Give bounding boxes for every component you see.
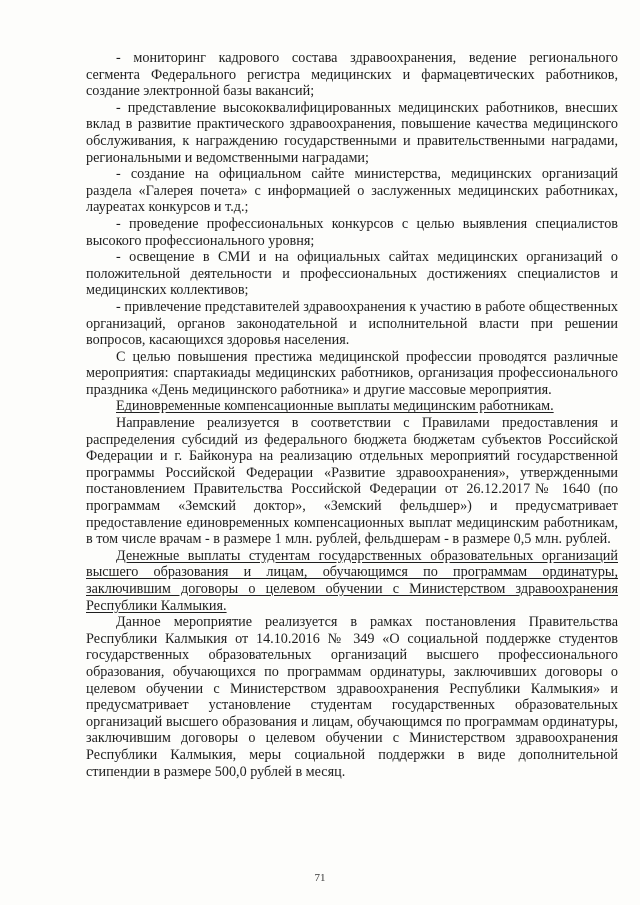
paragraph-prestige: С целью повышения престижа медицинской профессии проводятся различные мероприятия: спартакиады медицинских работников, организация профессионального праздника «День медицинского работника» и другие массовые мероприятия. [86,348,618,398]
paragraph-monitoring: - мониторинг кадрового состава здравоохранения, ведение регионального сегмента Федерального регистра медицинских и фармацевтических работников, создание электронной базы вакансий; [86,50,618,100]
document-body [86,50,618,780]
paragraph-media: - освещение в СМИ и на официальных сайтах медицинских организаций о положительной деятельности и профессиональных достижениях специалистов и медицинских коллективов; [86,249,618,299]
section-heading-compensation: Единовременные компенсационные выплаты медицинским работникам. [116,398,554,415]
paragraph-awards: - представление высококвалифицированных медицинских работников, внесших вклад в развитие практического здравоохранения, повышение качества медицинского обслуживания, к награждению государственными и правительственными наградами, региональными и ведомственными наградами; [86,99,618,166]
paragraph-contests: - проведение профессиональных конкурсов с целью выявления специалистов высокого профессионального уровня; [86,215,618,249]
paragraph-gallery: - создание на официальном сайте министерства, медицинских организаций раздела «Галерея почета» с информацией о заслуженных медицинских работниках, лауреатах конкурсов и т.д.; [86,166,618,216]
paragraph-public-organizations: - привлечение представителей здравоохранения к участию в работе общественных организаций, органов законодательной и исполнительной власти при решении вопросов, касающихся здоровья населения. [86,298,618,349]
section-heading-student-payments: Денежные выплаты студентам государственных образовательных организаций высшего образования и лицам, обучающимся по программам ординатуры, заключившим договоры о целевом обучении с Министерством здравоохранения Республики Калмыкия. [86,547,618,614]
paragraph-compensation: Направление реализуется в соответствии с Правилами предоставления и распределения субсидий из федерального бюджета бюджетам субъектов Российской Федерации и г. Байконура на реализацию отдельных мероприятий государственной программы Российской Федерации «Развитие здравоохранения», утвержденными постановлением Правительства Российской Федерации от 26.12.2017№ 1640 (по программам «Земский доктор», «Земский фельдшер») и предусматривает предоставление единовременных компенсационных выплат медицинским работникам, в том числе врачам - в размере 1 млн. рублей, фельдшерам - в размере 0,5 млн. рублей. [86,415,618,548]
page-number: 71 [314,872,326,884]
paragraph-student-payments: Данное мероприятие реализуется в рамках постановления Правительства Республики Калмыкия от 14.10.2016 № 349 «О социальной поддержке студентов государственных образовательных организаций высшего профессионального образования, обучающихся по программам ординатуры, заключивших договоры о целевом обучении с Министерством здравоохранения Республики Калмыкия» и предусматривает установление студентам государственных образовательных организаций высшего образования и лицам, обучающимся по программам ординатуры, заключившим договоры о целевом обучении с Министерством здравоохранения Республики Калмыкия, меры социальной поддержки в виде дополнительной стипендии в размере 500,0 рублей в месяц. [86,614,618,780]
